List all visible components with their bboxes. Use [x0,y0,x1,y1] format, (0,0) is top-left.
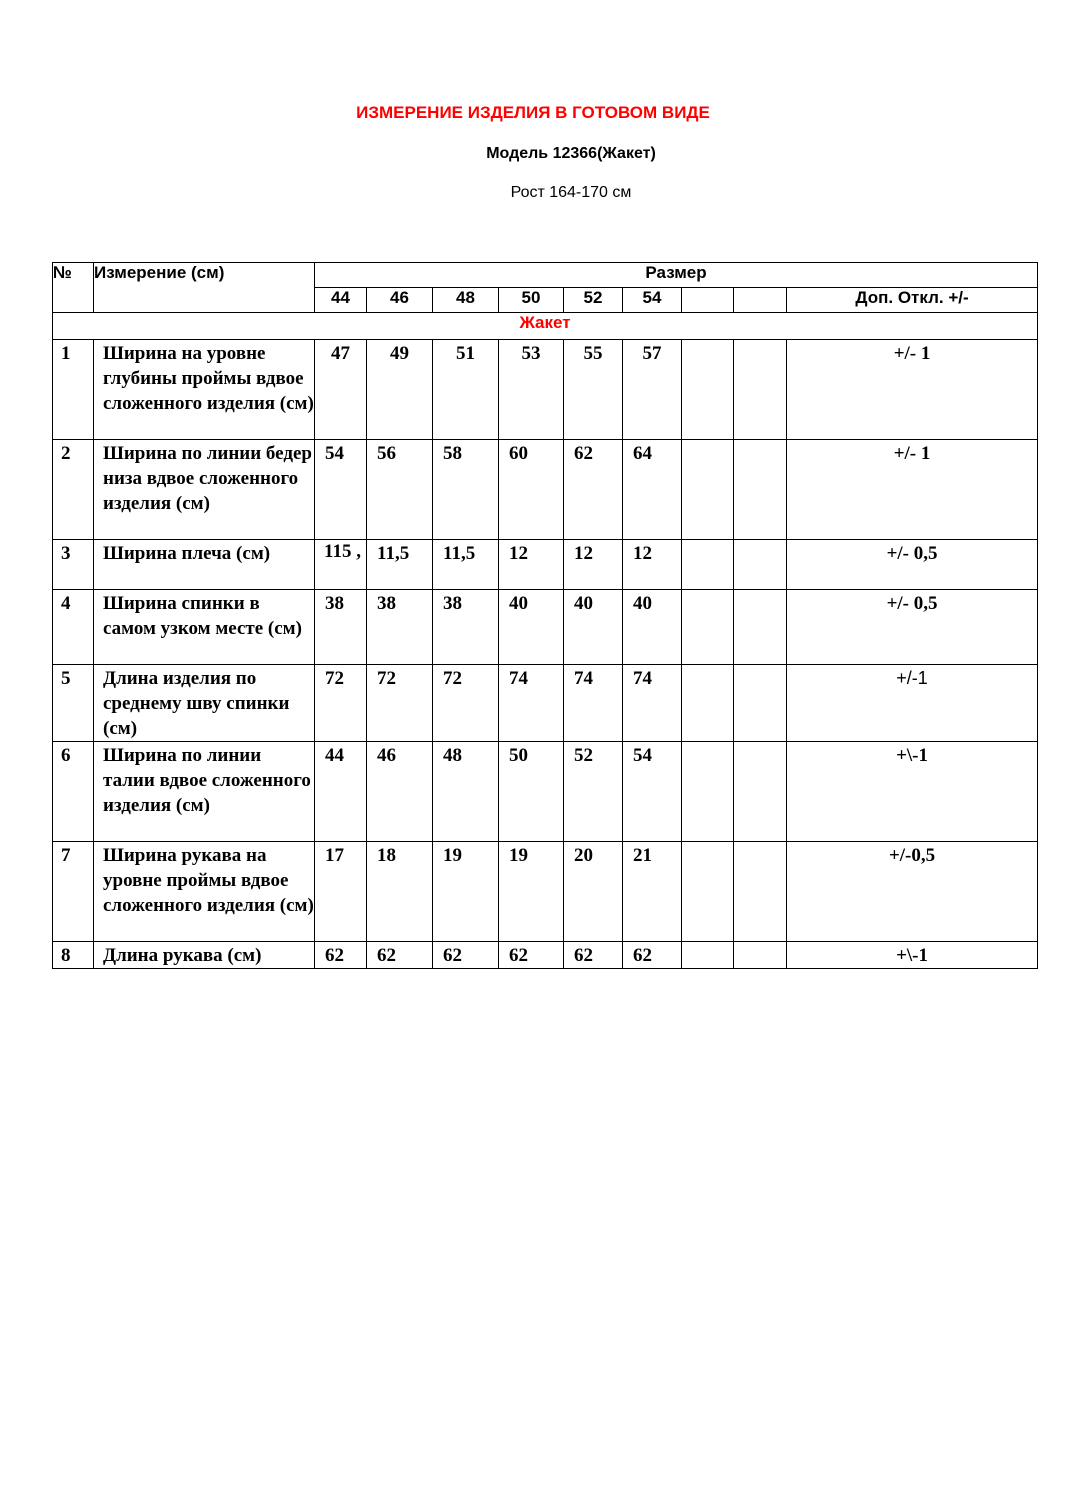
row-num: 6 [53,742,94,842]
table-row [53,942,1038,969]
row-value: 51 [433,340,499,440]
row-value [682,842,734,942]
row-tolerance: +/- 0,5 [787,540,1038,590]
row-value: 52 [564,742,623,842]
row-value [734,942,787,969]
size-col-5: 52 [564,288,623,313]
row-value: 56 [367,440,433,540]
row-value: 62 [367,942,433,969]
row-value: 58 [433,440,499,540]
row-value [682,942,734,969]
row-num: 2 [53,440,94,540]
row-value: 11,5 [367,540,433,590]
row-value: 49 [367,340,433,440]
row-name: Ширина рукава на уровне проймы вдвое сложенного изделия (см) [94,842,315,942]
row-num: 1 [53,340,94,440]
row-value: 60 [499,440,564,540]
row-value [734,440,787,540]
row-num: 8 [53,942,94,969]
table-row [53,540,1038,590]
table-row [53,742,1038,842]
row-value: 40 [499,590,564,665]
row-name: Ширина плеча (см) [94,540,315,590]
row-value: 74 [623,665,682,742]
row-value: 18 [367,842,433,942]
row-value: 72 [315,665,367,742]
header-measurement: Измерение (см) [94,263,315,313]
row-value [734,842,787,942]
header-tolerance: Доп. Откл. +/- [787,288,1038,313]
row-value: 12 [499,540,564,590]
row-value [682,742,734,842]
page-title: ИЗМЕРЕНИЕ ИЗДЕЛИЯ В ГОТОВОМ ВИДЕ [356,103,710,122]
measurement-table [52,262,1038,969]
row-value [734,742,787,842]
table-row [53,340,1038,440]
row-value: 115 , [315,540,367,590]
row-value [734,340,787,440]
row-value: 11,5 [433,540,499,590]
row-tolerance: +/-0,5 [787,842,1038,942]
size-col-2: 46 [367,288,433,313]
row-value: 19 [499,842,564,942]
row-value: 38 [367,590,433,665]
row-name: Ширина по линии талии вдвое сложенного изделия (см) [94,742,315,842]
row-value: 50 [499,742,564,842]
header-size: Размер [315,263,1038,288]
row-value: 48 [433,742,499,842]
row-value [682,540,734,590]
row-tolerance: +/- 1 [787,440,1038,540]
row-value [734,665,787,742]
row-tolerance: +/-1 [787,665,1038,742]
row-value: 38 [315,590,367,665]
model-label: Модель 12366(Жакет) [486,145,656,162]
row-tolerance: +\-1 [787,942,1038,969]
row-value [682,590,734,665]
table-row [53,440,1038,540]
row-value: 64 [623,440,682,540]
row-value: 72 [433,665,499,742]
row-num: 7 [53,842,94,942]
row-value: 20 [564,842,623,942]
row-value [682,665,734,742]
row-value: 62 [433,942,499,969]
row-value: 62 [564,440,623,540]
row-tolerance: +\-1 [787,742,1038,842]
row-value: 62 [623,942,682,969]
row-value: 55 [564,340,623,440]
row-value: 47 [315,340,367,440]
section-row [53,313,1038,340]
row-value [682,440,734,540]
row-value: 38 [433,590,499,665]
row-value: 54 [315,440,367,540]
row-value [734,540,787,590]
row-value: 40 [564,590,623,665]
table-row [53,665,1038,742]
header-num: № [53,263,94,313]
row-value: 21 [623,842,682,942]
row-tolerance: +/- 1 [787,340,1038,440]
row-value: 72 [367,665,433,742]
row-value: 62 [499,942,564,969]
row-name: Ширина по линии бедер низа вдвое сложенного изделия (см) [94,440,315,540]
table-row [53,842,1038,942]
row-value: 62 [564,942,623,969]
row-value: 19 [433,842,499,942]
row-name: Ширина спинки в самом узком месте (см) [94,590,315,665]
size-col-4: 50 [499,288,564,313]
table-row [53,590,1038,665]
row-num: 3 [53,540,94,590]
row-value: 53 [499,340,564,440]
row-value: 57 [623,340,682,440]
row-value: 40 [623,590,682,665]
row-value: 12 [623,540,682,590]
size-col-8 [734,288,787,313]
row-value [734,590,787,665]
row-value: 74 [564,665,623,742]
size-col-6: 54 [623,288,682,313]
size-col-7 [682,288,734,313]
row-num: 4 [53,590,94,665]
row-value: 17 [315,842,367,942]
row-name: Длина изделия по среднему шву спинки (см) [94,665,315,742]
row-num: 5 [53,665,94,742]
size-col-1: 44 [315,288,367,313]
row-value: 74 [499,665,564,742]
header-row-top [53,263,1038,288]
row-tolerance: +/- 0,5 [787,590,1038,665]
row-value: 44 [315,742,367,842]
section-title: Жакет [53,313,1038,340]
height-label: Рост 164-170 см [510,184,632,201]
row-value: 62 [315,942,367,969]
row-name: Ширина на уровне глубины проймы вдвое сложенного изделия (см) [94,340,315,440]
row-value [682,340,734,440]
row-value: 46 [367,742,433,842]
row-value: 54 [623,742,682,842]
row-value: 12 [564,540,623,590]
size-col-3: 48 [433,288,499,313]
row-name: Длина рукава (см) [94,942,315,969]
